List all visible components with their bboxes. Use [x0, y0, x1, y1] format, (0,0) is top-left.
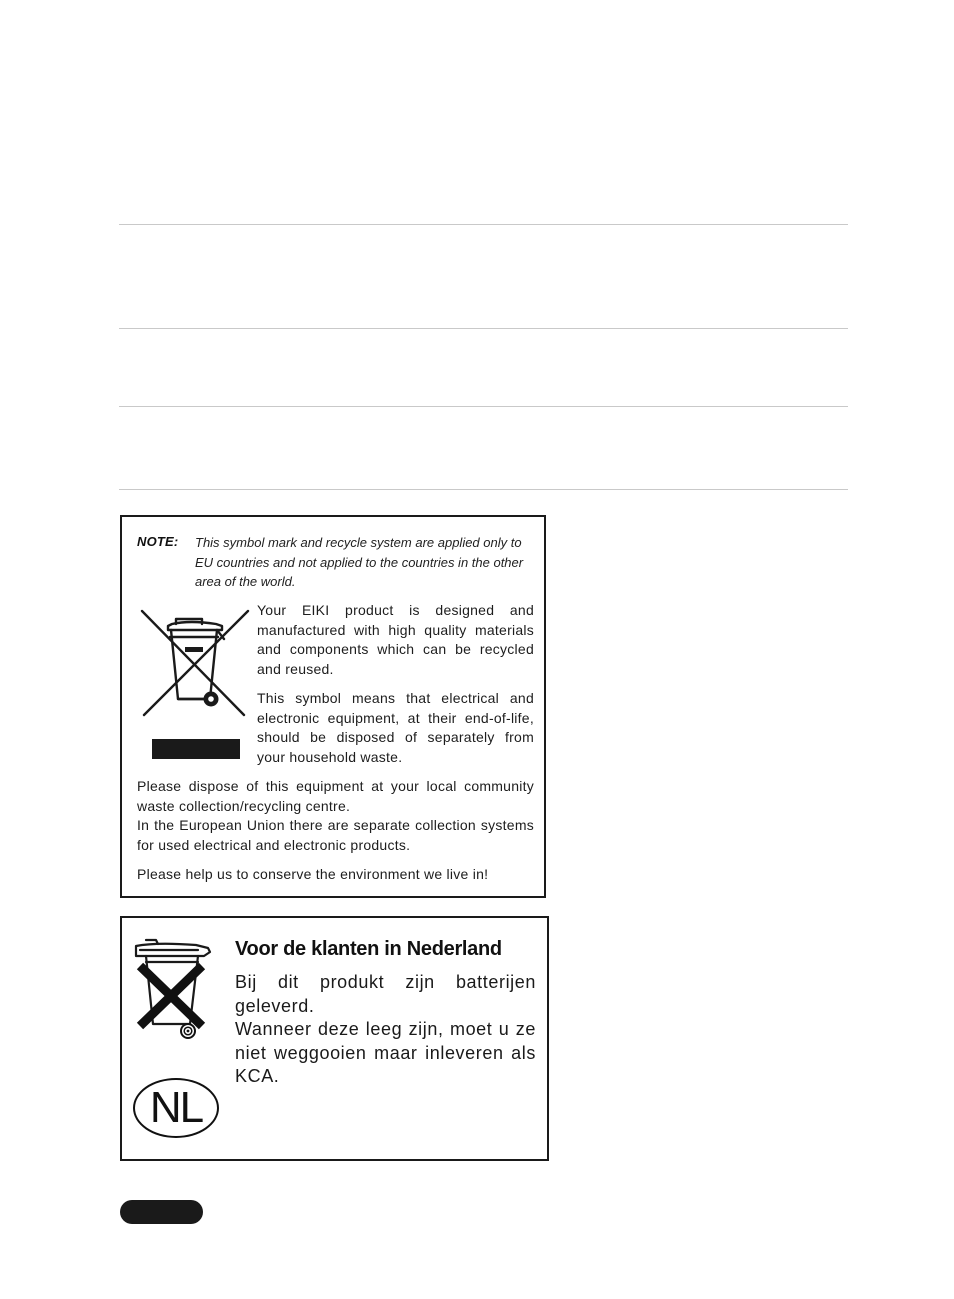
weee-paragraph-conserve: Please help us to conserve the environment we live in! [137, 866, 489, 882]
weee-paragraph-product: Your EIKI product is designed and manufactured with high quality materials and components which can be recycled and reused. [257, 602, 534, 677]
weee-paragraph-eu: In the European Union there are separate collection systems for used electrical and electronic products. [137, 817, 534, 853]
crossed-out-bin-icon [132, 936, 212, 1042]
crossed-out-wheelie-bin-icon [138, 609, 250, 759]
divider-line-1 [119, 224, 848, 225]
note-text: This symbol mark and recycle system are applied only to EU countries and not applied to the countries in the other area of the world. [195, 535, 524, 589]
nl-heading: Voor de klanten in Nederland [235, 938, 502, 960]
nl-country-badge: NL [133, 1078, 219, 1138]
divider-line-4 [119, 489, 848, 490]
nl-body-text [235, 971, 536, 1089]
page-number-tab [120, 1200, 203, 1224]
weee-paragraph-symbol: This symbol means that electrical and electronic equipment, at their end-of-life, should be disposed of separately from your household waste. [257, 690, 534, 765]
note-label: NOTE: [137, 534, 179, 549]
divider-line-2 [119, 328, 848, 329]
weee-paragraph-dispose: Please dispose of this equipment at your local community waste collection/recycling centre. [137, 778, 534, 814]
nl-text-line-2: Wanneer deze leeg zijn, moet u ze niet weggooien maar inleveren als KCA. [235, 1019, 536, 1086]
weee-notice-box [120, 515, 546, 898]
divider-line-3 [119, 406, 848, 407]
nl-battery-notice-box [120, 916, 549, 1161]
nl-text-line-1: Bij dit produkt zijn batterijen geleverd. [235, 972, 536, 1016]
